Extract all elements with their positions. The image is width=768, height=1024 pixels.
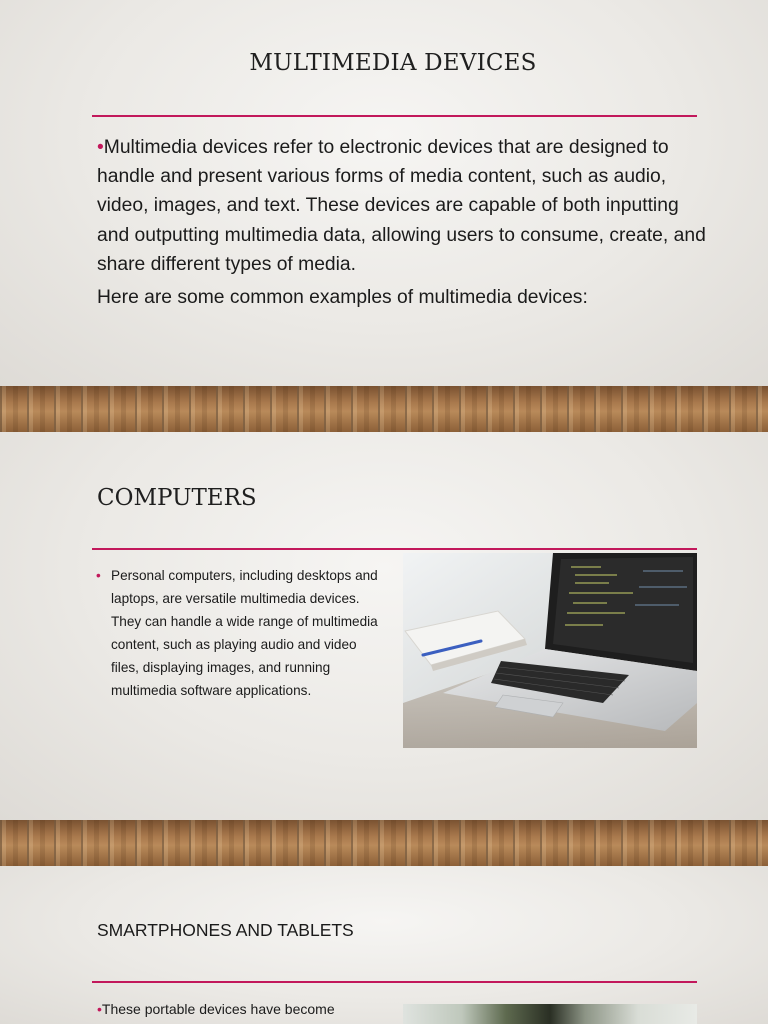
intro-paragraph [97,133,707,279]
wood-floor-divider [0,386,768,432]
wood-floor-divider [0,820,768,866]
body-paragraph [97,998,389,1020]
title-divider [92,981,697,983]
body-paragraph-text: These portable devices have become [101,1001,335,1017]
slide-smartphones-tablets [0,866,768,1024]
bullet-list [96,564,386,702]
bullet-icon: • [97,137,104,158]
slide-computers [0,432,768,820]
intro-paragraph-text: Multimedia devices refer to electronic devices that are designed to handle and present various forms of media content, such as audio, video, images, and text. These devices are capable of both inputting and outputting multimedia data, allowing users to consume, create, and share different types of media. [97,137,706,275]
bullet-icon: • [96,568,101,583]
slide-title: SMARTPHONES AND TABLETS [97,920,354,940]
smartphone-photo [403,1004,697,1024]
list-item-text: Personal computers, including desktops and laptops, are versatile multimedia devices. They can handle a wide range of multimedia content, such as playing audio and video files, displaying images, and running multimedia software applications. [111,568,378,698]
title-divider [92,115,697,117]
slide-title: COMPUTERS [97,485,257,511]
bullet-icon: • [97,1001,102,1017]
laptop-photo [403,553,697,748]
examples-intro: Here are some common examples of multimedia devices: [97,287,588,308]
list-item [96,564,386,702]
slide-title: MULTIMEDIA DEVICES [249,50,537,76]
slide-multimedia-devices [0,0,768,386]
title-divider [92,548,697,550]
